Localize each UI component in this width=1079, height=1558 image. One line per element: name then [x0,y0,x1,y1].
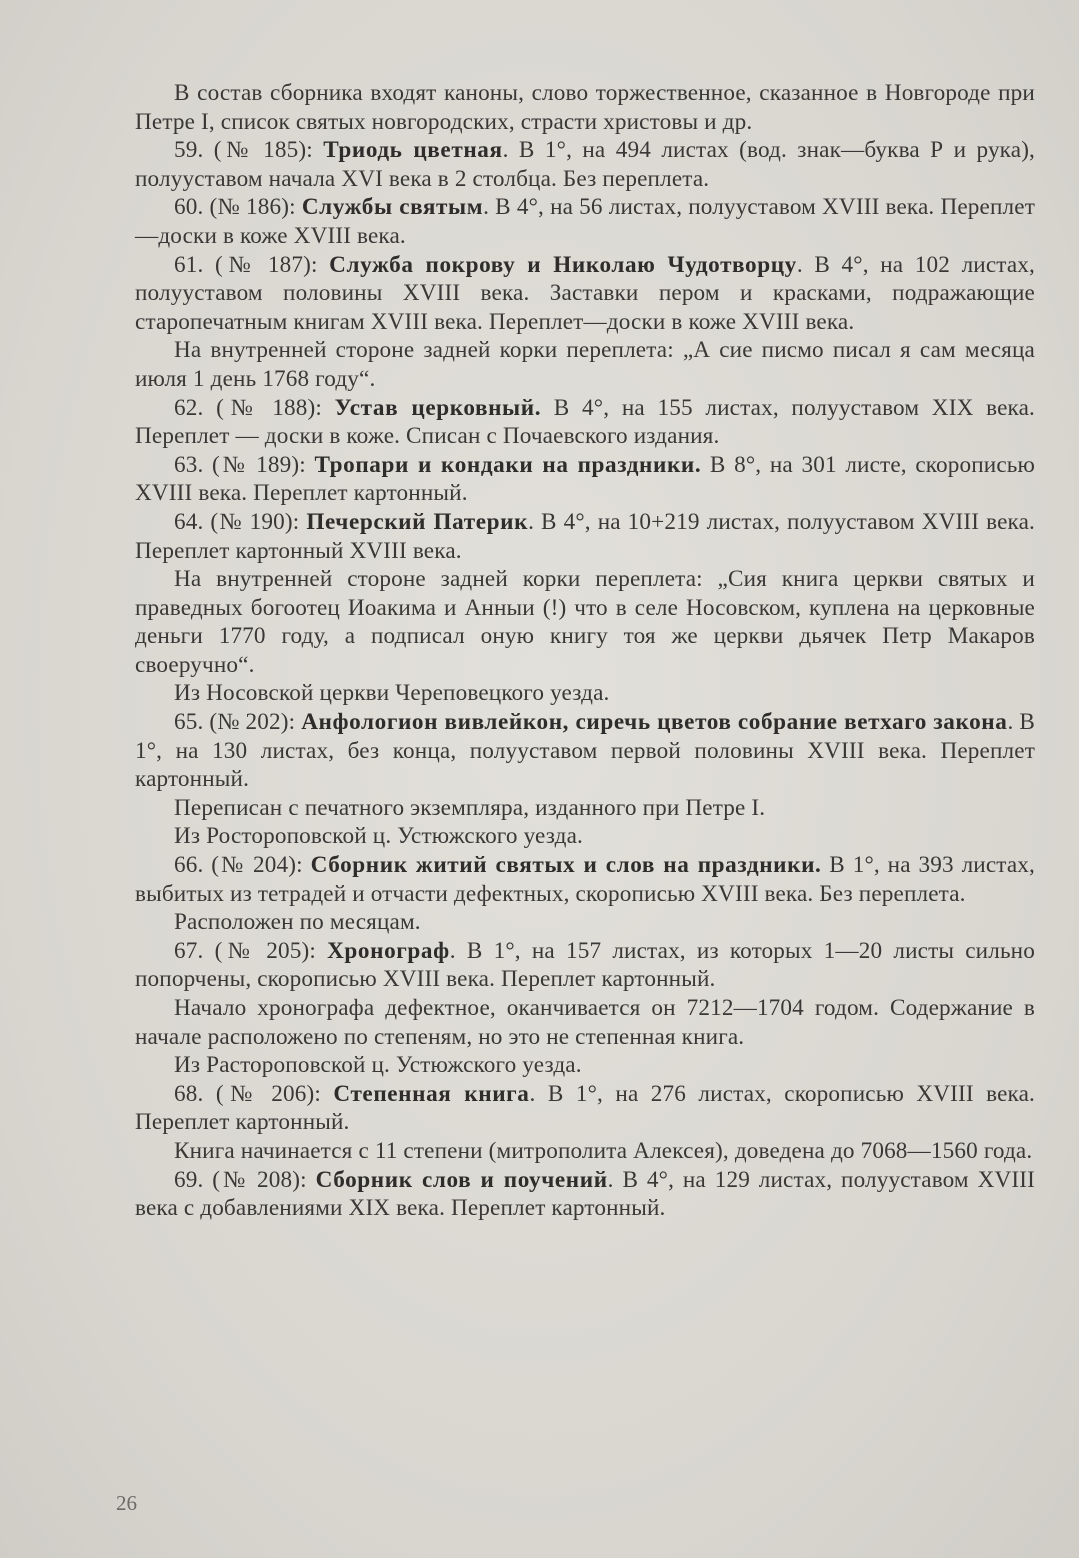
manuscript-title: Сборник слов и поучений [315,1166,608,1193]
catalog-paragraph [135,937,1035,994]
manuscript-title: Триодь цветная [323,137,503,164]
catalog-paragraph [135,851,1035,908]
paragraph-text: Переписан с печатного экземпляра, изданного при Петре I. [174,794,766,821]
paragraph-text: . В 4°, на 129 листах, полууставом XVIII века с добавлениями XIX века. Переплет картонный. [135,1166,1036,1222]
catalog-paragraph [135,394,1035,451]
paragraph-text: Расположен по месяцам. [174,909,421,936]
paragraph-text: 61. (№ 187): [174,251,330,278]
manuscript-title: Сборник житий святых и слов на праздники. [310,852,822,879]
catalog-paragraph [135,451,1035,508]
paragraph-text: . В 4°, на 10+219 листах, полууставом XVIII века. Переплет картонный XVIII века. [135,508,1035,564]
paragraph-text: Из Ростороповской ц. Устюжского уезда. [174,823,583,850]
paragraph-text: 59. (№ 185): [174,137,324,164]
catalog-paragraph [135,822,1035,851]
page-number: 26 [116,1491,137,1515]
paragraph-text: 65. (№ 202): [174,709,302,736]
catalog-paragraph [135,193,1035,250]
paragraph-text: Из Носовской церкви Череповецкого уезда. [174,680,610,707]
paragraph-text: На внутренней стороне задней корки переплета: „Сия книга церкви святых и праведных богоотец Иоакима и Анныи (!) что в селе Носовском, куплена на церковные деньги 1770 году, а подписал оную книгу тоя же церкви дьячек Петр Макаров своеручно“. [135,566,1035,678]
manuscript-title: Службы святым [301,194,484,221]
paragraph-text: 67. (№ 205): [174,937,328,964]
catalog-text [135,79,1035,1223]
paragraph-text: В 4°, на 155 листах, полууставом XIX века. Переплет — доски в коже. Списан с Почаевского издания. [135,394,1035,450]
manuscript-title: Устав церковный. [334,394,542,421]
paragraph-text: 63. (№ 189): [174,451,315,478]
paragraph-text: . В 1°, на 276 листах, скорописью XVIII века. Переплет картонный. [135,1080,1035,1136]
catalog-paragraph [135,794,1035,823]
catalog-paragraph [135,1166,1035,1223]
catalog-paragraph [135,251,1035,337]
catalog-paragraph [135,679,1035,708]
catalog-paragraph [135,1137,1035,1166]
paragraph-text: . В 1°, на 494 листах (вод. знак—буква Р и рука), полууставом начала XVI века в 2 столбца. Без переплета. [135,137,1036,192]
catalog-paragraph [135,708,1035,794]
catalog-paragraph [135,994,1035,1051]
paragraph-text: Книга начинается с 11 степени (митрополита Алексея), доведена до 7068—1560 года. [174,1137,1033,1164]
paragraph-text: . В 1°, на 157 листах, из которых 1—20 листы сильно попорчены, скорописью XVIII века. Переплет картонный. [135,937,1035,993]
paragraph-text: На внутренней стороне задней корки переплета: „А сие писмо писал я сам месяца июля 1 день 1768 году“. [135,337,1035,392]
manuscript-title: Степенная книга [333,1080,530,1107]
catalog-paragraph [135,336,1035,393]
catalog-paragraph [135,1051,1035,1080]
paragraph-text: Из Растороповской ц. Устюжского уезда. [174,1052,582,1079]
paragraph-text: 62. (№ 188): [174,394,335,421]
catalog-paragraph [135,908,1035,937]
paragraph-text: В 8°, на 301 листе, скорописью XVIII века. Переплет картонный. [135,451,1036,507]
catalog-paragraph [135,136,1035,193]
paragraph-text: 60. (№ 186): [174,194,302,221]
paragraph-text: 66. (№ 204): [174,852,311,879]
manuscript-title: Служба покрову и Николаю Чудотворцу [329,251,797,278]
paragraph-text: 68. (№ 206): [174,1080,334,1107]
manuscript-title: Тропари и кондаки на праздники. [314,451,702,478]
manuscript-title: Печерский Патерик [306,508,529,535]
catalog-paragraph [135,565,1035,679]
manuscript-title: Анфологион вивлейкон, сиречь цветов собрание ветхаго закона [301,709,1008,736]
paragraph-text: 64. (№ 190): [174,508,307,535]
paragraph-text: В 1°, на 393 листах, выбитых из тетрадей и отчасти дефектных, скорописью XVIII века. Без переплета. [135,852,1036,907]
paragraph-text: 69. (№ 208): [174,1166,316,1193]
manuscript-title: Хронограф [327,937,450,964]
catalog-paragraph [135,1080,1035,1137]
paragraph-text: . В 4°, на 56 листах, полууставом XVIII века. Переплет—доски в коже XVIII века. [135,194,1035,249]
paragraph-text: В состав сборника входят каноны, слово торжественное, сказанное в Новгороде при Петре I, список святых новгородских, страсти христовы и др. [135,80,1035,135]
paragraph-text: . В 1°, на 130 листах, без конца, полууставом первой половины XVIII века. Переплет картонный. [135,709,1035,793]
catalog-paragraph [135,508,1035,565]
paragraph-text: . В 4°, на 102 листах, полууставом половины XVIII века. Заставки пером и красками, подражающие старопечатным книгам XVIII века. Переплет—доски в коже XVIII века. [135,251,1035,335]
catalog-paragraph [135,79,1035,136]
paragraph-text: Начало хронографа дефектное, оканчивается он 7212—1704 годом. Содержание в начале расположено по степеням, но это не степенная книга. [135,995,1035,1050]
